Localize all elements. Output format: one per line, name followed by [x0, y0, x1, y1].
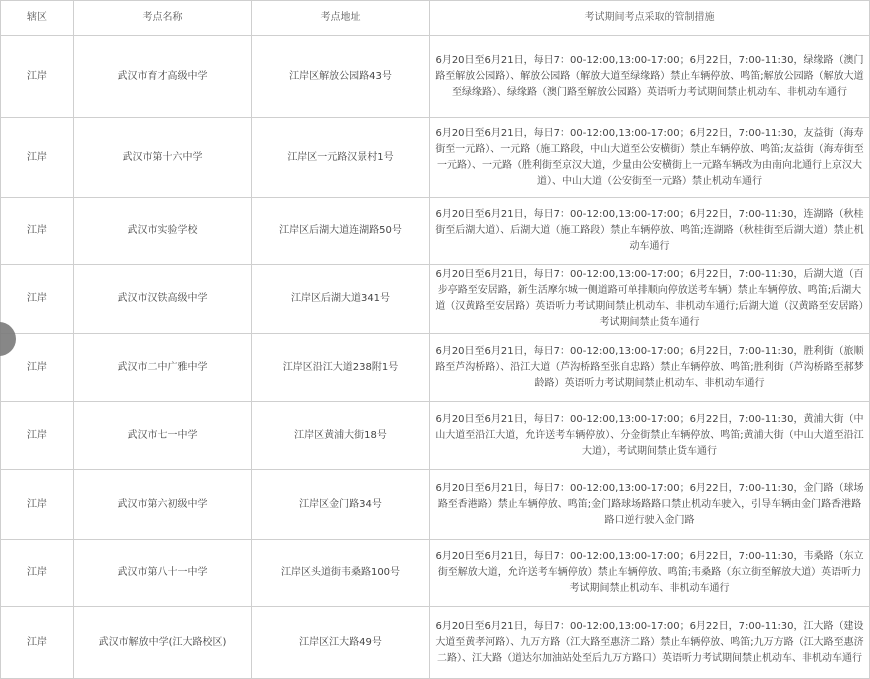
header-site-name: 考点名称 — [74, 1, 252, 36]
cell-control-measures: 6月20日至6月21日，每日7：00-12:00,13:00-17:00；6月22日，7:00-11:30，绿缘路（澳门路至解放公园路）、解放公园路（解放大道至绿缘路）禁止车辆停放、鸣笛;解放公园路（解放大道至绿缘路）、绿缘路（澳门路至解放公园路）英语听力考试期间禁止机动车、非机动车通行 — [430, 36, 870, 118]
cell-site-address: 江岸区沿江大道238附1号 — [252, 334, 430, 402]
cell-control-measures: 6月20日至6月21日，每日7：00-12:00,13:00-17:00；6月22日，7:00-11:30，连湖路（秋桂街至后湖大道）、后湖大道（施工路段）禁止车辆停放、鸣笛;连湖路（秋桂街至后湖大道）禁止机动车通行 — [430, 198, 870, 265]
cell-control-measures: 6月20日至6月21日，每日7：00-12:00,13:00-17:00；6月22日，7:00-11:30，黄浦大街（中山大道至沿江大道，允许送考车辆停放）、分金街禁止车辆停放、鸣笛;黄浦大街（中山大道至沿江大道），考试期间禁止货车通行 — [430, 402, 870, 470]
cell-district: 江岸 — [1, 334, 74, 402]
cell-district: 江岸 — [1, 607, 74, 679]
cell-district: 江岸 — [1, 540, 74, 607]
table-row — [1, 334, 870, 402]
table-row — [1, 198, 870, 265]
table-row — [1, 540, 870, 607]
cell-site-name: 武汉市第六初级中学 — [74, 470, 252, 540]
cell-site-name: 武汉市汉铁高级中学 — [74, 265, 252, 334]
cell-district: 江岸 — [1, 265, 74, 334]
cell-site-name: 武汉市第八十一中学 — [74, 540, 252, 607]
cell-control-measures: 6月20日至6月21日，每日7：00-12:00,13:00-17:00；6月22日，7:00-11:30，后湖大道（百步亭路至安居路，新生活摩尔城一侧道路可单排顺向停放送考车辆）禁止车辆停放、鸣笛;后湖大道（汉黄路至安居路）英语听力考试期间禁止机动车、非机动车通行;后湖大道（汉黄路至安居路）考试期间禁止货车通行 — [430, 265, 870, 334]
cell-site-address: 江岸区江大路49号 — [252, 607, 430, 679]
cell-district: 江岸 — [1, 36, 74, 118]
cell-district: 江岸 — [1, 118, 74, 198]
cell-site-name: 武汉市实验学校 — [74, 198, 252, 265]
cell-site-name: 武汉市解放中学(江大路校区) — [74, 607, 252, 679]
table-row — [1, 470, 870, 540]
table-header-row — [1, 1, 870, 36]
cell-control-measures: 6月20日至6月21日，每日7：00-12:00,13:00-17:00；6月22日，7:00-11:30，江大路（建设大道至黄孝河路）、九万方路（江大路至惠济二路）禁止车辆停放、鸣笛;九万方路（江大路至惠济二路）、江大路（道达尔加油站处至后九万方路口）英语听力考试期间禁止机动车、非机动车通行 — [430, 607, 870, 679]
header-district: 辖区 — [1, 1, 74, 36]
cell-district: 江岸 — [1, 470, 74, 540]
cell-site-name: 武汉市七一中学 — [74, 402, 252, 470]
header-site-address: 考点地址 — [252, 1, 430, 36]
cell-control-measures: 6月20日至6月21日，每日7：00-12:00,13:00-17:00；6月22日，7:00-11:30，韦桑路（东立街至解放大道，允许送考车辆停放）禁止车辆停放、鸣笛;韦桑路（东立街至解放大道）英语听力考试期间禁止机动车、非机动车通行 — [430, 540, 870, 607]
header-control-measures: 考试期间考点采取的管制措施 — [430, 1, 870, 36]
table-row — [1, 36, 870, 118]
table-row — [1, 607, 870, 679]
cell-district: 江岸 — [1, 402, 74, 470]
cell-control-measures: 6月20日至6月21日，每日7：00-12:00,13:00-17:00；6月22日，7:00-11:30，金门路（球场路至香港路）禁止车辆停放、鸣笛;金门路球场路路口禁止机动车驶入，引导车辆由金门路香港路路口逆行驶入金门路 — [430, 470, 870, 540]
cell-site-address: 江岸区后湖大道341号 — [252, 265, 430, 334]
cell-control-measures: 6月20日至6月21日，每日7：00-12:00,13:00-17:00；6月22日，7:00-11:30，友益街（海寿街至一元路）、一元路（施工路段，中山大道至公安横街）禁止车辆停放、鸣笛;友益街（海寿街至一元路）、一元路（胜利街至京汉大道，少量由公安横街上一元路车辆改为由南向北通行上京汉大道）、中山大道（公安街至一元路）禁止机动车通行 — [430, 118, 870, 198]
cell-site-name: 武汉市第十六中学 — [74, 118, 252, 198]
table-row — [1, 265, 870, 334]
cell-site-address: 江岸区一元路汉景村1号 — [252, 118, 430, 198]
cell-site-address: 江岸区后湖大道连湖路50号 — [252, 198, 430, 265]
cell-site-address: 江岸区金门路34号 — [252, 470, 430, 540]
cell-site-address: 江岸区头道街韦桑路100号 — [252, 540, 430, 607]
cell-site-address: 江岸区黄浦大街18号 — [252, 402, 430, 470]
cell-site-name: 武汉市二中广雅中学 — [74, 334, 252, 402]
table-row — [1, 118, 870, 198]
table-row — [1, 402, 870, 470]
cell-site-name: 武汉市育才高级中学 — [74, 36, 252, 118]
cell-district: 江岸 — [1, 198, 74, 265]
cell-site-address: 江岸区解放公园路43号 — [252, 36, 430, 118]
cell-control-measures: 6月20日至6月21日，每日7：00-12:00,13:00-17:00；6月22日，7:00-11:30，胜利街（旅顺路至芦沟桥路）、沿江大道（芦沟桥路至张自忠路）禁止车辆停放、鸣笛;胜利街（芦沟桥路至郝梦龄路）英语听力考试期间禁止机动车、非机动车通行 — [430, 334, 870, 402]
